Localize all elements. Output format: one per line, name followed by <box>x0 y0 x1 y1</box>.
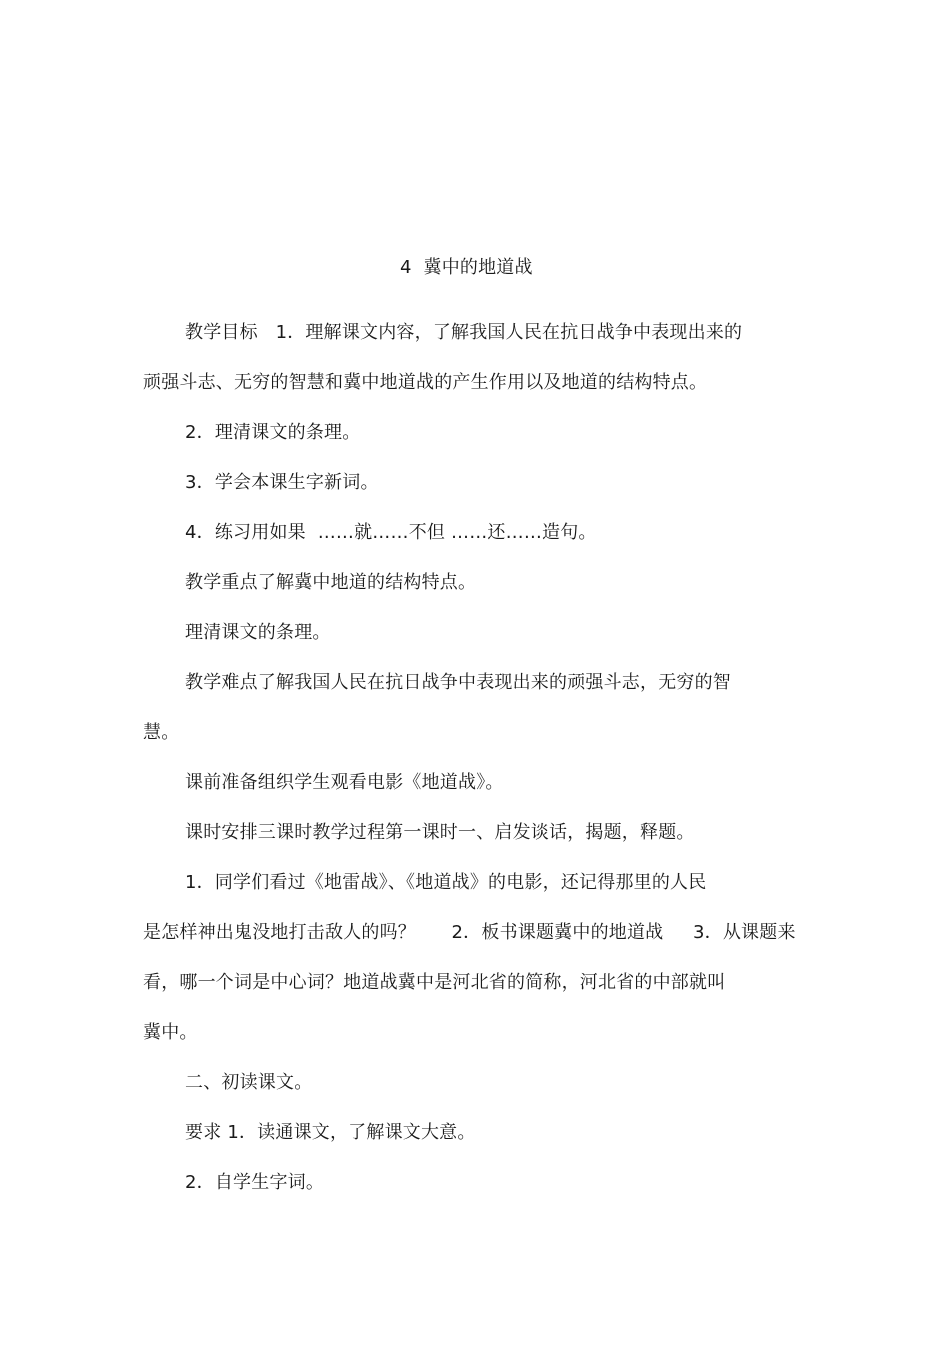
text-line: 冀中。 <box>143 1022 198 1043</box>
text-line: 是怎样神出鬼没地打击敌人的吗？ 2．板书课题冀中的地道战 3．从课题来 <box>143 922 796 943</box>
text-line: 看，哪一个词是中心词？地道战冀中是河北省的简称，河北省的中部就叫 <box>143 972 726 993</box>
text-line: 理清课文的条理。 <box>185 622 331 643</box>
text-line: 课时安排三课时教学过程第一课时一、启发谈话，揭题，释题。 <box>185 822 695 843</box>
text-line: 2．理清课文的条理。 <box>185 422 361 443</box>
text-line: 3．学会本课生字新词。 <box>185 472 379 493</box>
text-line: 1．同学们看过《地雷战》、《地道战》的电影，还记得那里的人民 <box>185 872 707 893</box>
text-line: 顽强斗志、无穷的智慧和冀中地道战的产生作用以及地道的结构特点。 <box>143 372 708 393</box>
text-line: 4．练习用如果 ……就……不但 ……还……造句。 <box>185 522 597 543</box>
text-line: 二、初读课文。 <box>185 1072 313 1093</box>
text-line: 教学目标 1．理解课文内容，了解我国人民在抗日战争中表现出来的 <box>185 322 743 343</box>
text-line: 要求 1．读通课文，了解课文大意。 <box>185 1122 476 1143</box>
text-line: 慧。 <box>143 722 180 743</box>
text-line: 教学难点了解我国人民在抗日战争中表现出来的顽强斗志，无穷的智 <box>185 672 731 693</box>
text-line: 教学重点了解冀中地道的结构特点。 <box>185 572 477 593</box>
text-line: 2．自学生字词。 <box>185 1172 325 1193</box>
page-title: 4 冀中的地道战 <box>400 257 533 278</box>
text-line: 课前准备组织学生观看电影《地道战》。 <box>185 772 504 793</box>
